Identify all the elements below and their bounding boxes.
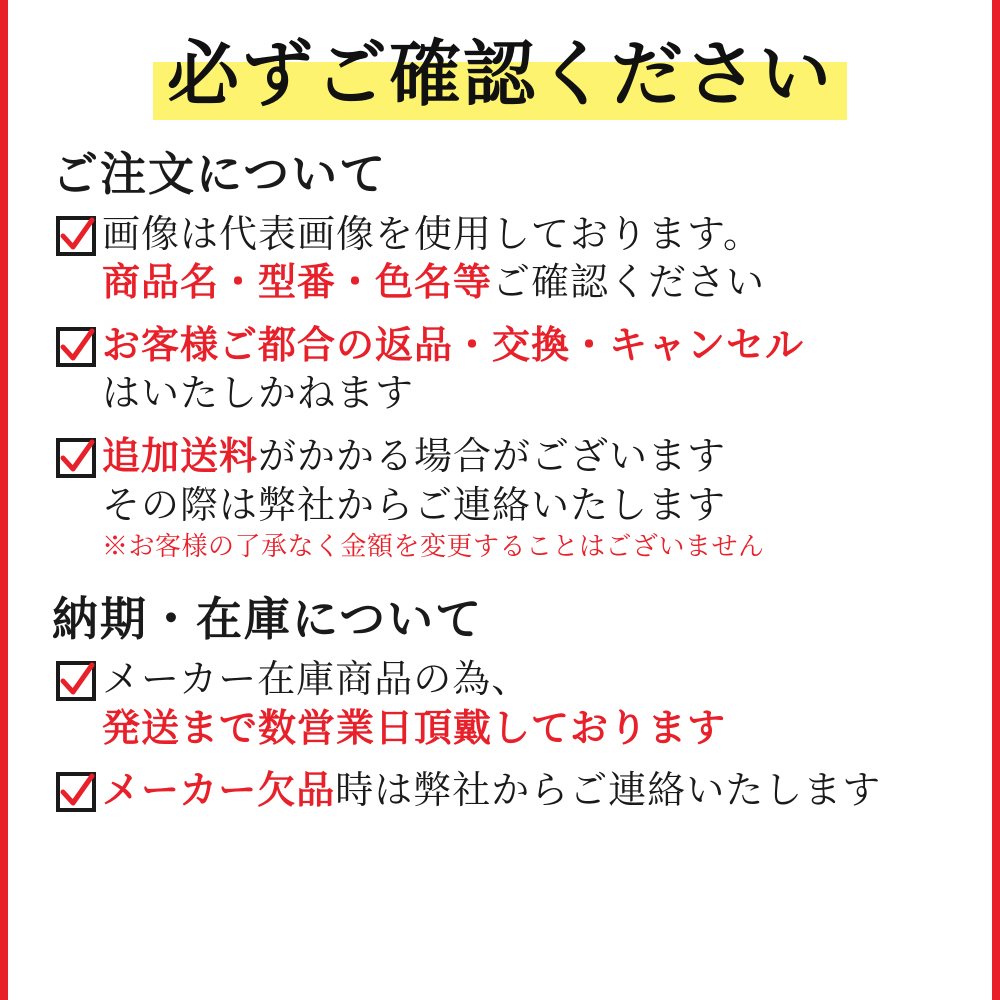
text-line: 画像は代表画像を使用しております。 — [102, 211, 762, 256]
notice-content — [8, 0, 992, 1000]
text-black: がかかる場合がございます — [258, 434, 727, 479]
list-item-text — [102, 210, 958, 307]
list-item — [56, 766, 958, 815]
right-red-border — [992, 0, 1000, 1000]
list-item-text — [102, 766, 958, 815]
text-red: 追加送料 — [102, 433, 259, 479]
list-item-text — [102, 655, 958, 752]
text-red: 商品名・型番・色名等 — [102, 259, 493, 305]
title-container — [42, 31, 958, 116]
checkbox-checked-icon — [56, 216, 96, 256]
text-line: 発送まで数営業日頂戴しております — [102, 704, 727, 750]
section-heading-orders: ご注文について — [52, 146, 388, 201]
footnote: ※お客様の了承なく金額を変更することはございません — [102, 532, 765, 563]
list-item — [56, 655, 958, 752]
section-heading-delivery: 納期・在庫について — [52, 592, 484, 647]
section-delivery-stock — [42, 583, 958, 815]
list-item — [56, 432, 958, 565]
list-item-text — [102, 321, 958, 418]
text-black: ご確認ください — [492, 260, 766, 305]
list-item — [56, 321, 958, 418]
text-line: メーカー在庫商品の為、 — [102, 657, 531, 702]
section-orders — [42, 138, 958, 566]
text-line — [102, 766, 958, 815]
checkbox-checked-icon — [56, 772, 96, 812]
text-line: はいたしかねます — [102, 371, 415, 416]
text-line — [102, 258, 958, 307]
list-item — [56, 210, 958, 307]
title-text: 必ずご確認ください — [166, 31, 833, 116]
text-red: メーカー欠品 — [102, 767, 336, 813]
left-red-border — [0, 0, 8, 1000]
text-line: お客様ご都合の返品・交換・キャンセル — [102, 321, 805, 367]
page-title — [153, 31, 847, 116]
text-black: 時は弊社からご連絡いたします — [335, 768, 882, 813]
checkbox-checked-icon — [56, 327, 96, 367]
checkbox-checked-icon — [56, 438, 96, 478]
list-item-text — [102, 432, 958, 565]
text-line: その際は弊社からご連絡いたします — [102, 482, 727, 527]
checkbox-checked-icon — [56, 661, 96, 701]
text-line — [102, 432, 958, 481]
